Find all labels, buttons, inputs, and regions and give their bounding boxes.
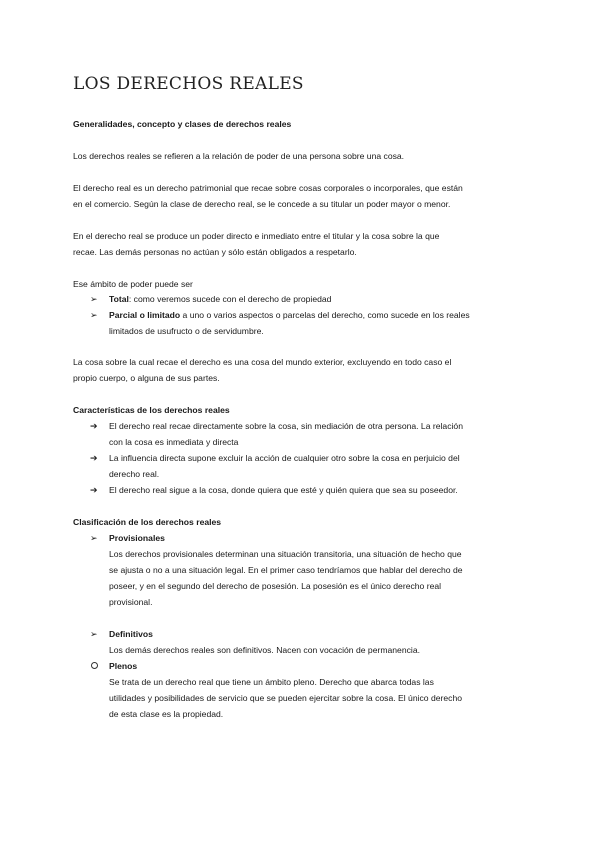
bullet-total xyxy=(109,291,331,307)
arrowhead-bullet-icon: ➢ xyxy=(90,629,98,639)
definitivos-line-1: Los demás derechos reales son definitivos. Nacen con vocación de permanencia. xyxy=(109,645,420,655)
plenos-line-1: Se trata de un derecho real que tiene un ámbito pleno. Derecho que abarca todas las xyxy=(109,677,434,687)
caracteristica-1-line-2: con la cosa es inmediata y directa xyxy=(109,437,239,447)
arrow-bullet-icon: ➔ xyxy=(90,453,98,463)
section-heading-clasificacion: Clasificación de los derechos reales xyxy=(73,517,222,527)
provisionales-line-4: provisional. xyxy=(109,597,153,607)
definitivos-label: Definitivos xyxy=(109,629,153,639)
section-heading-caracteristicas: Características de los derechos reales xyxy=(73,405,230,415)
circle-bullet-icon xyxy=(91,662,98,669)
arrowhead-bullet-icon: ➢ xyxy=(90,533,98,543)
plenos-line-3: de esta clase es la propiedad. xyxy=(109,709,224,719)
bullet-parcial-continuation: limitados de usufructo o de servidumbre. xyxy=(109,326,264,336)
plenos-line-2: utilidades y posibilidades de servicio que se pueden ejercitar sobre la cosa. El único derecho xyxy=(109,693,463,703)
arrowhead-bullet-icon: ➢ xyxy=(90,310,98,320)
paragraph-3-line-1: En el derecho real se produce un poder directo e inmediato entre el titular y la cosa sobre la que xyxy=(73,231,440,241)
bullet-total-label: Total xyxy=(109,294,129,304)
provisionales-line-2: se ajusta o no a una situación legal. En el primer caso tendríamos que hablar del derecho de xyxy=(109,565,463,575)
arrow-bullet-icon: ➔ xyxy=(90,485,98,495)
paragraph-1: Los derechos reales se refieren a la relación de poder de una persona sobre una cosa. xyxy=(73,151,405,161)
arrowhead-bullet-icon: ➢ xyxy=(90,294,98,304)
paragraph-5-line-2: propio cuerpo, o alguna de sus partes. xyxy=(73,373,220,383)
caracteristica-2-line-1: La influencia directa supone excluir la acción de cualquier otro sobre la cosa en perjuicio del xyxy=(109,453,460,463)
arrow-bullet-icon: ➔ xyxy=(90,421,98,431)
section-heading-generalidades: Generalidades, concepto y clases de derechos reales xyxy=(73,119,292,129)
provisionales-label: Provisionales xyxy=(109,533,165,543)
paragraph-4: Ese ámbito de poder puede ser xyxy=(73,279,193,289)
caracteristica-2-line-2: derecho real. xyxy=(109,469,160,479)
paragraph-5-line-1: La cosa sobre la cual recae el derecho es una cosa del mundo exterior, excluyendo en todo caso el xyxy=(73,357,452,367)
caracteristica-1-line-1: El derecho real recae directamente sobre la cosa, sin mediación de otra persona. La relación xyxy=(109,421,463,431)
page-title: LOS DERECHOS REALES xyxy=(73,74,304,94)
provisionales-line-3: poseer, y en el segundo del derecho de posesión. La posesión es el único derecho real xyxy=(109,581,442,591)
provisionales-line-1: Los derechos provisionales determinan una situación transitoria, una situación de hecho que xyxy=(109,549,462,559)
paragraph-2-line-2: en el comercio. Según la clase de derecho real, se le concede a su titular un poder mayor o menor. xyxy=(73,199,451,209)
bullet-parcial-label: Parcial o limitado xyxy=(109,310,181,320)
paragraph-3-line-2: recae. Las demás personas no actúan y sólo están obligados a respetarlo. xyxy=(73,247,357,257)
caracteristica-3-line-1: El derecho real sigue a la cosa, donde quiera que esté y quién quiera que sea su poseedor. xyxy=(109,485,458,495)
paragraph-2-line-1: El derecho real es un derecho patrimonial que recae sobre cosas corporales o incorporales, que están xyxy=(73,183,463,193)
bullet-parcial-text: a uno o varios aspectos o parcelas del derecho, como sucede en los reales xyxy=(180,310,470,320)
bullet-total-text: : como veremos sucede con el derecho de propiedad xyxy=(128,294,332,304)
bullet-parcial xyxy=(109,307,470,323)
plenos-label: Plenos xyxy=(109,661,138,671)
